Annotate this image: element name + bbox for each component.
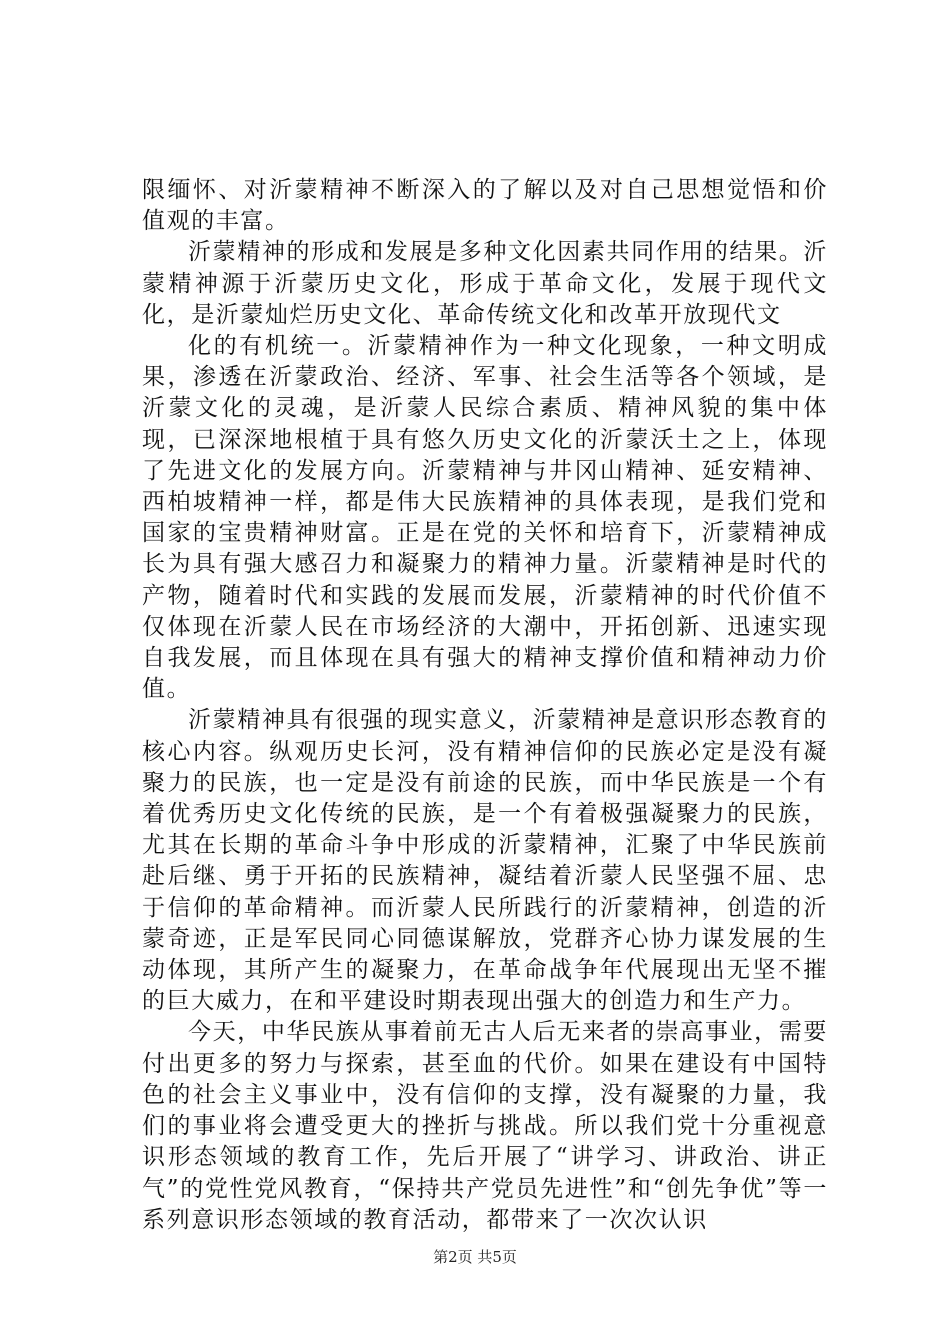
paragraph-1: 限缅怀、对沂蒙精神不断深入的了解以及对自己思想觉悟和价值观的丰富。 — [142, 177, 828, 235]
paragraph-3: 化的有机统一。沂蒙精神作为一种文化现象，一种文明成果，渗透在沂蒙政治、经济、军事、社会生活等各个领域，是沂蒙文化的灵魂，是沂蒙人民综合素质、精神风貌的集中体现，已深深地根植于具有悠久历史文化的沂蒙沃土之上，体现了先进文化的发展方向。沂蒙精神与井冈山精神、延安精神、西柏坡精神一样，都是伟大民族精神的具体表现，是我们党和国家的宝贵精神财富。正是在党的关怀和培育下，沂蒙精神成长为具有强大感召力和凝聚力的精神力量。沂蒙精神是时代的产物，随着时代和实践的发展而发展，沂蒙精神的时代价值不仅体现在沂蒙人民在市场经济的大潮中，开拓创新、迅速实现自我发展，而且体现在具有强大的精神支撑价值和精神动力价值。 — [142, 333, 828, 703]
document-body — [142, 175, 828, 1236]
paragraph-5: 今天，中华民族从事着前无古人后无来者的崇高事业，需要付出更多的努力与探索，甚至血的代价。如果在建设有中国特色的社会主义事业中，没有信仰的支撑，没有凝聚的力量，我们的事业将会遭受更大的挫折与挑战。所以我们党十分重视意识形态领域的教育工作，先后开展了“讲学习、讲政治、讲正气”的党性党风教育，“保持共产党员先进性”和“创先争优”等一系列意识形态领域的教育活动，都带来了一次次认识 — [142, 1019, 828, 1233]
page-number-footer: 第2页 共5页 — [433, 1248, 517, 1266]
paragraph-4: 沂蒙精神具有很强的现实意义，沂蒙精神是意识形态教育的核心内容。纵观历史长河，没有精神信仰的民族必定是没有凝聚力的民族，也一定是没有前途的民族，而中华民族是一个有着优秀历史文化传统的民族，是一个有着极强凝聚力的民族，尤其在长期的革命斗争中形成的沂蒙精神，汇聚了中华民族前赴后继、勇于开拓的民族精神，凝结着沂蒙人民坚强不屈、忠于信仰的革命精神。而沂蒙人民所践行的沂蒙精神，创造的沂蒙奇迹，正是军民同心同德谋解放，党群齐心协力谋发展的生动体现，其所产生的凝聚力，在革命战争年代展现出无坚不摧的巨大威力，在和平建设时期表现出强大的创造力和生产力。 — [142, 707, 828, 1015]
paragraph-2: 沂蒙精神的形成和发展是多种文化因素共同作用的结果。沂蒙精神源于沂蒙历史文化，形成于革命文化，发展于现代文化，是沂蒙灿烂历史文化、革命传统文化和改革开放现代文 — [142, 239, 828, 328]
